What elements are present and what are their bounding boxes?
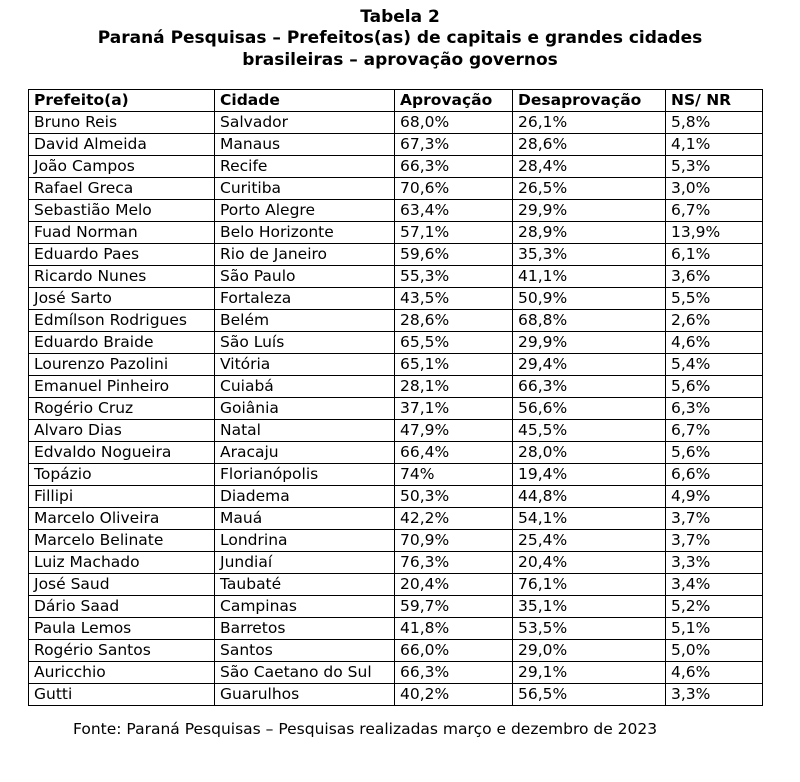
desaprovacao-cell: 28,0% [513, 442, 666, 464]
ns-nr-cell: 6,7% [666, 200, 763, 222]
prefeito-cell: Edmílson Rodrigues [29, 310, 215, 332]
desaprovacao-cell: 28,6% [513, 134, 666, 156]
cidade-cell: Cuiabá [215, 376, 395, 398]
ns-nr-cell: 4,6% [666, 332, 763, 354]
ns-nr-cell: 5,0% [666, 640, 763, 662]
desaprovacao-cell: 50,9% [513, 288, 666, 310]
desaprovacao-cell: 53,5% [513, 618, 666, 640]
table-row [29, 574, 763, 596]
aprovacao-cell: 66,0% [395, 640, 513, 662]
table-row [29, 244, 763, 266]
table-row [29, 530, 763, 552]
prefeito-cell: Eduardo Paes [29, 244, 215, 266]
desaprovacao-cell: 29,9% [513, 200, 666, 222]
table-row [29, 112, 763, 134]
header-aprovacao: Aprovação [395, 90, 513, 112]
prefeito-cell: João Campos [29, 156, 215, 178]
cidade-cell: Jundiaí [215, 552, 395, 574]
table-row [29, 596, 763, 618]
table-row [29, 442, 763, 464]
prefeito-cell: Paula Lemos [29, 618, 215, 640]
desaprovacao-cell: 41,1% [513, 266, 666, 288]
desaprovacao-cell: 76,1% [513, 574, 666, 596]
prefeito-cell: José Saud [29, 574, 215, 596]
cidade-cell: Belo Horizonte [215, 222, 395, 244]
desaprovacao-cell: 29,1% [513, 662, 666, 684]
prefeito-cell: Marcelo Oliveira [29, 508, 215, 530]
cidade-cell: São Paulo [215, 266, 395, 288]
prefeito-cell: Dário Saad [29, 596, 215, 618]
desaprovacao-cell: 54,1% [513, 508, 666, 530]
prefeito-cell: Luiz Machado [29, 552, 215, 574]
ns-nr-cell: 5,2% [666, 596, 763, 618]
ns-nr-cell: 5,6% [666, 376, 763, 398]
cidade-cell: Florianópolis [215, 464, 395, 486]
table-row [29, 134, 763, 156]
table-row [29, 640, 763, 662]
prefeito-cell: Rogério Cruz [29, 398, 215, 420]
ns-nr-cell: 13,9% [666, 222, 763, 244]
table-subtitle-line2: brasileiras – aprovação governos [242, 50, 558, 70]
prefeito-cell: Emanuel Pinheiro [29, 376, 215, 398]
aprovacao-cell: 66,3% [395, 662, 513, 684]
cidade-cell: Belém [215, 310, 395, 332]
table-row [29, 618, 763, 640]
desaprovacao-cell: 29,9% [513, 332, 666, 354]
aprovacao-cell: 74% [395, 464, 513, 486]
prefeito-cell: Edvaldo Nogueira [29, 442, 215, 464]
table-subtitle-line1: Paraná Pesquisas – Prefeitos(as) de capitais e grandes cidades [97, 28, 703, 48]
aprovacao-cell: 70,6% [395, 178, 513, 200]
prefeito-cell: Alvaro Dias [29, 420, 215, 442]
cidade-cell: Campinas [215, 596, 395, 618]
table-title: Tabela 2 [360, 7, 440, 27]
cidade-cell: Fortaleza [215, 288, 395, 310]
ns-nr-cell: 5,1% [666, 618, 763, 640]
desaprovacao-cell: 29,0% [513, 640, 666, 662]
ns-nr-cell: 3,3% [666, 552, 763, 574]
header-row [29, 90, 763, 112]
aprovacao-cell: 43,5% [395, 288, 513, 310]
desaprovacao-cell: 35,1% [513, 596, 666, 618]
desaprovacao-cell: 19,4% [513, 464, 666, 486]
aprovacao-cell: 20,4% [395, 574, 513, 596]
header-ns-nr: NS/ NR [666, 90, 763, 112]
desaprovacao-cell: 45,5% [513, 420, 666, 442]
table-body [29, 112, 763, 706]
desaprovacao-cell: 26,5% [513, 178, 666, 200]
prefeito-cell: Auricchio [29, 662, 215, 684]
desaprovacao-cell: 66,3% [513, 376, 666, 398]
aprovacao-cell: 47,9% [395, 420, 513, 442]
ns-nr-cell: 5,4% [666, 354, 763, 376]
header-prefeito: Prefeito(a) [29, 90, 215, 112]
aprovacao-cell: 67,3% [395, 134, 513, 156]
desaprovacao-cell: 20,4% [513, 552, 666, 574]
aprovacao-cell: 65,5% [395, 332, 513, 354]
cidade-cell: Recife [215, 156, 395, 178]
desaprovacao-cell: 25,4% [513, 530, 666, 552]
header-desaprovacao: Desaprovação [513, 90, 666, 112]
table-row [29, 464, 763, 486]
desaprovacao-cell: 35,3% [513, 244, 666, 266]
cidade-cell: Mauá [215, 508, 395, 530]
cidade-cell: Diadema [215, 486, 395, 508]
aprovacao-cell: 59,6% [395, 244, 513, 266]
ns-nr-cell: 6,7% [666, 420, 763, 442]
desaprovacao-cell: 28,9% [513, 222, 666, 244]
prefeito-cell: Rafael Greca [29, 178, 215, 200]
aprovacao-cell: 63,4% [395, 200, 513, 222]
desaprovacao-cell: 56,5% [513, 684, 666, 706]
table-row [29, 508, 763, 530]
ns-nr-cell: 5,8% [666, 112, 763, 134]
prefeito-cell: Eduardo Braide [29, 332, 215, 354]
desaprovacao-cell: 28,4% [513, 156, 666, 178]
aprovacao-cell: 37,1% [395, 398, 513, 420]
table-row [29, 266, 763, 288]
aprovacao-cell: 50,3% [395, 486, 513, 508]
cidade-cell: Natal [215, 420, 395, 442]
cidade-cell: São Caetano do Sul [215, 662, 395, 684]
prefeito-cell: David Almeida [29, 134, 215, 156]
prefeito-cell: Lourenzo Pazolini [29, 354, 215, 376]
prefeito-cell: Rogério Santos [29, 640, 215, 662]
table-row [29, 420, 763, 442]
ns-nr-cell: 4,1% [666, 134, 763, 156]
cidade-cell: Porto Alegre [215, 200, 395, 222]
aprovacao-cell: 57,1% [395, 222, 513, 244]
ns-nr-cell: 5,3% [666, 156, 763, 178]
desaprovacao-cell: 29,4% [513, 354, 666, 376]
table-row [29, 398, 763, 420]
table-row [29, 200, 763, 222]
source-footnote: Fonte: Paraná Pesquisas – Pesquisas realizadas março e dezembro de 2023 [73, 720, 658, 738]
aprovacao-cell: 65,1% [395, 354, 513, 376]
ns-nr-cell: 3,4% [666, 574, 763, 596]
aprovacao-cell: 40,2% [395, 684, 513, 706]
aprovacao-cell: 41,8% [395, 618, 513, 640]
aprovacao-cell: 76,3% [395, 552, 513, 574]
prefeito-cell: Fillipi [29, 486, 215, 508]
ns-nr-cell: 3,6% [666, 266, 763, 288]
table-row [29, 486, 763, 508]
cidade-cell: Guarulhos [215, 684, 395, 706]
ns-nr-cell: 4,9% [666, 486, 763, 508]
prefeito-cell: Gutti [29, 684, 215, 706]
table-row [29, 310, 763, 332]
prefeito-cell: Sebastião Melo [29, 200, 215, 222]
ns-nr-cell: 6,1% [666, 244, 763, 266]
aprovacao-cell: 28,1% [395, 376, 513, 398]
prefeito-cell: José Sarto [29, 288, 215, 310]
cidade-cell: São Luís [215, 332, 395, 354]
table-row [29, 178, 763, 200]
table-row [29, 156, 763, 178]
ns-nr-cell: 3,3% [666, 684, 763, 706]
prefeito-cell: Bruno Reis [29, 112, 215, 134]
ns-nr-cell: 3,7% [666, 508, 763, 530]
prefeito-cell: Marcelo Belinate [29, 530, 215, 552]
table-row [29, 684, 763, 706]
ns-nr-cell: 3,7% [666, 530, 763, 552]
table-row [29, 552, 763, 574]
ns-nr-cell: 6,6% [666, 464, 763, 486]
aprovacao-cell: 66,3% [395, 156, 513, 178]
ns-nr-cell: 2,6% [666, 310, 763, 332]
aprovacao-cell: 59,7% [395, 596, 513, 618]
desaprovacao-cell: 68,8% [513, 310, 666, 332]
desaprovacao-cell: 56,6% [513, 398, 666, 420]
prefeito-cell: Ricardo Nunes [29, 266, 215, 288]
table-row [29, 332, 763, 354]
table-row [29, 354, 763, 376]
cidade-cell: Rio de Janeiro [215, 244, 395, 266]
desaprovacao-cell: 44,8% [513, 486, 666, 508]
approval-table [28, 89, 763, 706]
aprovacao-cell: 42,2% [395, 508, 513, 530]
prefeito-cell: Topázio [29, 464, 215, 486]
table-row [29, 662, 763, 684]
ns-nr-cell: 3,0% [666, 178, 763, 200]
cidade-cell: Taubaté [215, 574, 395, 596]
aprovacao-cell: 55,3% [395, 266, 513, 288]
desaprovacao-cell: 26,1% [513, 112, 666, 134]
cidade-cell: Santos [215, 640, 395, 662]
aprovacao-cell: 66,4% [395, 442, 513, 464]
cidade-cell: Manaus [215, 134, 395, 156]
cidade-cell: Curitiba [215, 178, 395, 200]
table-row [29, 288, 763, 310]
cidade-cell: Londrina [215, 530, 395, 552]
table-row [29, 376, 763, 398]
cidade-cell: Goiânia [215, 398, 395, 420]
aprovacao-cell: 70,9% [395, 530, 513, 552]
ns-nr-cell: 4,6% [666, 662, 763, 684]
ns-nr-cell: 5,6% [666, 442, 763, 464]
header-cidade: Cidade [215, 90, 395, 112]
aprovacao-cell: 28,6% [395, 310, 513, 332]
cidade-cell: Aracaju [215, 442, 395, 464]
ns-nr-cell: 6,3% [666, 398, 763, 420]
ns-nr-cell: 5,5% [666, 288, 763, 310]
cidade-cell: Barretos [215, 618, 395, 640]
prefeito-cell: Fuad Norman [29, 222, 215, 244]
cidade-cell: Vitória [215, 354, 395, 376]
cidade-cell: Salvador [215, 112, 395, 134]
table-row [29, 222, 763, 244]
aprovacao-cell: 68,0% [395, 112, 513, 134]
